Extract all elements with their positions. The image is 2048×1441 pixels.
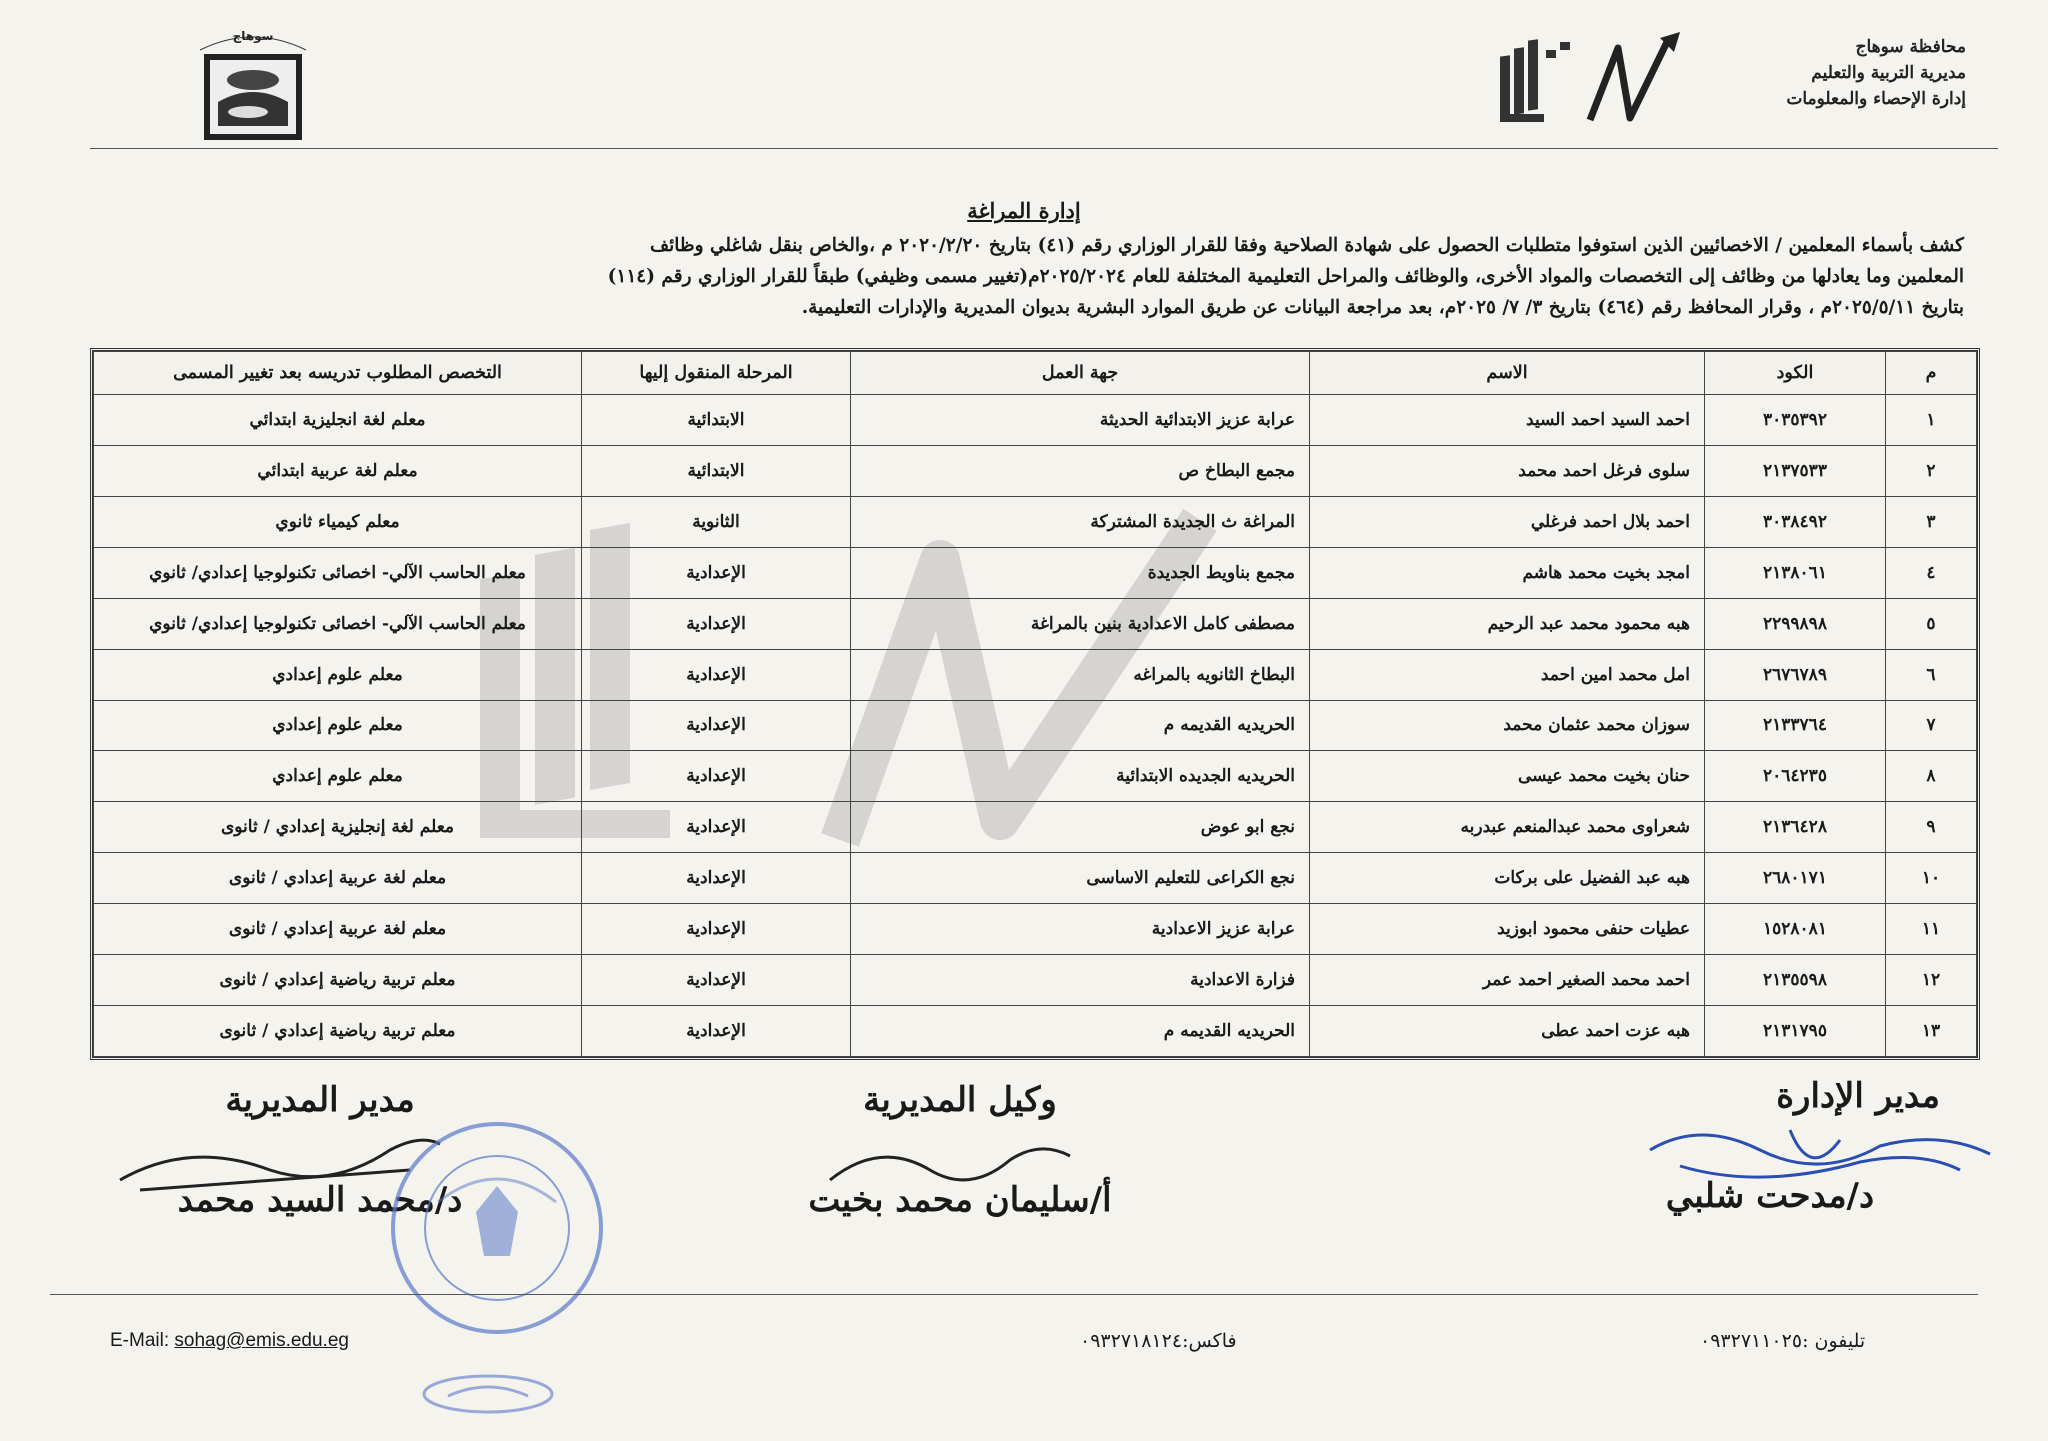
table-row <box>94 955 1977 1006</box>
cell-code: ٢١٣٨٠٦١ <box>1705 547 1886 598</box>
cell-num: ٦ <box>1886 649 1977 700</box>
cell-work: فزارة الاعدادية <box>851 955 1310 1006</box>
cell-num: ٣ <box>1886 496 1977 547</box>
cell-name: حنان بخيت محمد عيسى <box>1310 751 1705 802</box>
cell-spec: معلم لغة عربية إعدادي / ثانوى <box>94 853 582 904</box>
cell-spec: معلم لغة عربية ابتدائي <box>94 445 582 496</box>
statistics-logo-icon <box>1490 28 1700 128</box>
footer-email <box>110 1330 349 1352</box>
cell-stage: الإعدادية <box>582 1006 851 1057</box>
cell-name: سوزان محمد عثمان محمد <box>1310 700 1705 751</box>
intro-line-2: المعلمين وما يعادلها من وظائف إلى التخصصات والمواد الأخرى، والوظائف والمراحل التعليمية المختلفة للعام ٢٠٢٥/٢٠٢٤م(تغيير مسمى وظيفي) طبقاً للقرار الوزاري رقم (١١٤) <box>607 266 1964 287</box>
table-row <box>94 598 1977 649</box>
cell-spec: معلم علوم إعدادي <box>94 700 582 751</box>
cell-num: ٩ <box>1886 802 1977 853</box>
cell-num: ٨ <box>1886 751 1977 802</box>
cell-work: الحريديه القديمه م <box>851 700 1310 751</box>
transfer-table <box>90 348 1980 1060</box>
signature-title: مدير المديرية <box>225 1080 415 1120</box>
table-row <box>94 802 1977 853</box>
email-link[interactable]: sohag@emis.edu.eg <box>174 1330 349 1351</box>
cell-num: ١٣ <box>1886 1006 1977 1057</box>
cell-code: ٢١٣٥٥٩٨ <box>1705 955 1886 1006</box>
table-row <box>94 395 1977 446</box>
cell-spec: معلم لغة عربية إعدادي / ثانوى <box>94 904 582 955</box>
intro-line-1: كشف بأسماء المعلمين / الاخصائيين الذين استوفوا متطلبات الحصول على شهادة الصلاحية وفقا للقرار الوزاري رقم (٤١) بتاريخ ٢٠٢٠/٢/٢٠ م ،والخاص بنقل شاغلي وظائف <box>649 235 1964 256</box>
col-work-header: جهة العمل <box>851 352 1310 395</box>
signature-title: وكيل المديرية <box>863 1080 1057 1120</box>
cell-spec: معلم تربية رياضية إعدادي / ثانوى <box>94 955 582 1006</box>
cell-name: عطيات حنفى محمود ابوزيد <box>1310 904 1705 955</box>
cell-stage: الإعدادية <box>582 547 851 598</box>
cell-num: ١١ <box>1886 904 1977 955</box>
table-row <box>94 649 1977 700</box>
cell-code: ٢١٣١٧٩٥ <box>1705 1006 1886 1057</box>
cell-work: مجمع بناويط الجديدة <box>851 547 1310 598</box>
cell-code: ٢٠٦٤٢٣٥ <box>1705 751 1886 802</box>
cell-num: ٢ <box>1886 445 1977 496</box>
cell-name: هبه عبد الفضيل على بركات <box>1310 853 1705 904</box>
signature-name: د/مدحت شلبي <box>1665 1176 1875 1216</box>
cell-name: احمد بلال احمد فرغلي <box>1310 496 1705 547</box>
cell-stage: الإعدادية <box>582 751 851 802</box>
serial-stamp-icon <box>418 1372 558 1416</box>
col-spec-header: التخصص المطلوب تدريسه بعد تغيير المسمى <box>94 352 582 395</box>
signature-title: مدير الإدارة <box>1776 1076 1940 1116</box>
deputy-signature-scribble-icon <box>820 1130 1080 1200</box>
header-divider <box>90 148 1998 149</box>
col-num-header: م <box>1886 352 1977 395</box>
cell-spec: معلم كيمياء ثانوي <box>94 496 582 547</box>
table-row <box>94 700 1977 751</box>
official-stamp-icon <box>378 1116 616 1340</box>
cell-name: سلوى فرغل احمد محمد <box>1310 445 1705 496</box>
cell-stage: الإعدادية <box>582 700 851 751</box>
cell-code: ٢١٣٣٧٦٤ <box>1705 700 1886 751</box>
header-governorate: محافظة سوهاج <box>1855 37 1966 57</box>
footer-fax: فاكس:٠٩٣٢٧١٨١٢٤ <box>1080 1330 1237 1352</box>
cell-work: عرابة عزيز الاعدادية <box>851 904 1310 955</box>
cell-spec: معلم علوم إعدادي <box>94 751 582 802</box>
cell-work: مصطفى كامل الاعدادية بنين بالمراغة <box>851 598 1310 649</box>
table-row <box>94 496 1977 547</box>
cell-code: ٢٦٨٠١٧١ <box>1705 853 1886 904</box>
cell-stage: الإعدادية <box>582 649 851 700</box>
cell-stage: الإعدادية <box>582 904 851 955</box>
cell-spec: معلم لغة انجليزية ابتدائي <box>94 395 582 446</box>
signature-name: أ/سليمان محمد بخيت <box>808 1180 1112 1220</box>
cell-code: ٢٦٧٦٧٨٩ <box>1705 649 1886 700</box>
col-stage-header: المرحلة المنقول إليها <box>582 352 851 395</box>
email-label: E-Mail: <box>110 1330 170 1351</box>
header-department: إدارة الإحصاء والمعلومات <box>1786 89 1966 109</box>
cell-num: ٤ <box>1886 547 1977 598</box>
cell-code: ٣٠٣٥٣٩٢ <box>1705 395 1886 446</box>
cell-work: المراغة ث الجديدة المشتركة <box>851 496 1310 547</box>
cell-stage: الثانوية <box>582 496 851 547</box>
cell-code: ٢١٣٧٥٣٣ <box>1705 445 1886 496</box>
cell-name: شعراوى محمد عبدالمنعم عبدربه <box>1310 802 1705 853</box>
signature-name: د/محمد السيد محمد <box>177 1180 463 1220</box>
cell-stage: الإعدادية <box>582 802 851 853</box>
table-row <box>94 1006 1977 1057</box>
cell-stage: الإعدادية <box>582 955 851 1006</box>
cell-num: ١٠ <box>1886 853 1977 904</box>
intro-paragraph <box>104 230 1964 323</box>
cell-work: نجع الكراعى للتعليم الاساسى <box>851 853 1310 904</box>
cell-name: امل محمد امين احمد <box>1310 649 1705 700</box>
cell-work: الحريديه الجديده الابتدائية <box>851 751 1310 802</box>
cell-stage: الإعدادية <box>582 598 851 649</box>
table-row <box>94 547 1977 598</box>
footer-phone: تليفون :٠٩٣٢٧١١٠٢٥ <box>1700 1330 1866 1352</box>
cell-spec: معلم لغة إنجليزية إعدادي / ثانوى <box>94 802 582 853</box>
cell-spec: معلم تربية رياضية إعدادي / ثانوى <box>94 1006 582 1057</box>
sohag-emblem-icon <box>188 22 318 146</box>
cell-code: ٣٠٣٨٤٩٢ <box>1705 496 1886 547</box>
cell-spec: معلم الحاسب الآلي- اخصائى تكنولوجيا إعدادي/ ثانوي <box>94 598 582 649</box>
table-row <box>94 853 1977 904</box>
cell-name: امجد بخيت محمد هاشم <box>1310 547 1705 598</box>
cell-stage: الابتدائية <box>582 395 851 446</box>
header-directorate: مديرية التربية والتعليم <box>1811 63 1966 83</box>
cell-num: ٥ <box>1886 598 1977 649</box>
department-title: إدارة المراغة <box>967 198 1081 223</box>
table-header-row <box>94 352 1977 395</box>
cell-spec: معلم الحاسب الآلي- اخصائى تكنولوجيا إعدادي/ ثانوي <box>94 547 582 598</box>
transfer-table-grid <box>93 351 1977 1057</box>
cell-name: احمد السيد احمد السيد <box>1310 395 1705 446</box>
cell-stage: الإعدادية <box>582 853 851 904</box>
col-name-header: الاسم <box>1310 352 1705 395</box>
cell-work: البطاخ الثانويه بالمراغه <box>851 649 1310 700</box>
cell-name: هبه محمود محمد عبد الرحيم <box>1310 598 1705 649</box>
cell-num: ١٢ <box>1886 955 1977 1006</box>
cell-work: عرابة عزيز الابتدائية الحديثة <box>851 395 1310 446</box>
cell-name: هبه عزت احمد عطى <box>1310 1006 1705 1057</box>
cell-stage: الابتدائية <box>582 445 851 496</box>
cell-num: ٧ <box>1886 700 1977 751</box>
cell-num: ١ <box>1886 395 1977 446</box>
col-code-header: الكود <box>1705 352 1886 395</box>
intro-line-3: بتاريخ ٢٠٢٥/٥/١١م ، وقرار المحافظ رقم (٤٦٤) بتاريخ ٣/ ٧/ ٢٠٢٥م، بعد مراجعة البيانات عن طريق الموارد البشرية بديوان المديرية والإدارات التعليمية. <box>801 297 1964 318</box>
cell-work: نجع ابو عوض <box>851 802 1310 853</box>
emblem-text: سوهاج <box>232 29 274 43</box>
blue-signature-scribble-icon <box>1640 1110 2000 1200</box>
cell-spec: معلم علوم إعدادي <box>94 649 582 700</box>
table-row <box>94 904 1977 955</box>
cell-code: ٢٢٩٩٨٩٨ <box>1705 598 1886 649</box>
cell-work: الحريديه القديمه م <box>851 1006 1310 1057</box>
cell-name: احمد محمد الصغير احمد عمر <box>1310 955 1705 1006</box>
table-row <box>94 751 1977 802</box>
footer-divider <box>50 1294 1978 1295</box>
cell-code: ٢١٣٦٤٢٨ <box>1705 802 1886 853</box>
cell-code: ١٥٢٨٠٨١ <box>1705 904 1886 955</box>
cell-work: مجمع البطاخ ص <box>851 445 1310 496</box>
table-row <box>94 445 1977 496</box>
